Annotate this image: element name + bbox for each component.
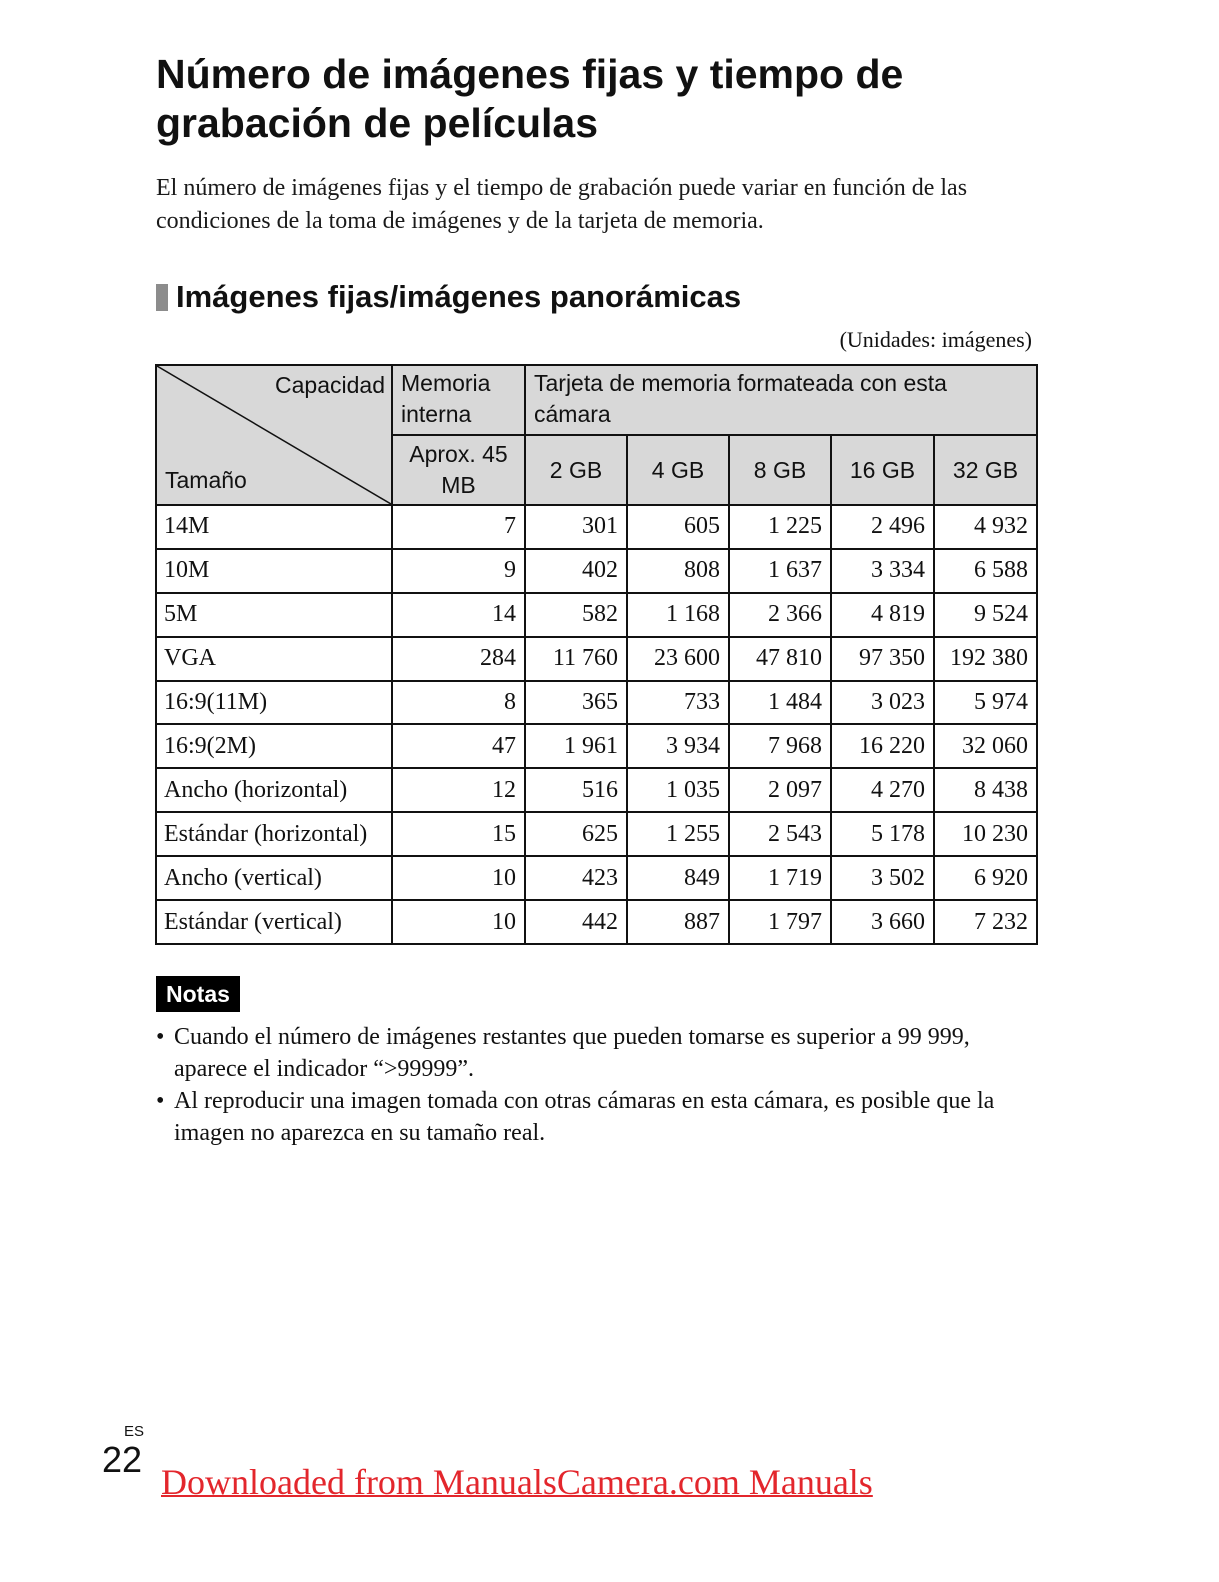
internal-size-header: Aprox. 45 MB [392,435,525,505]
section-title-text: Imágenes fijas/imágenes panorámicas [176,279,742,314]
table-cell: 14 [392,593,525,637]
table-cell: 23 600 [627,637,729,681]
table-cell: 7 232 [934,900,1037,944]
table-cell: 5 974 [934,681,1037,725]
units-note: (Unidades: imágenes) [839,327,1032,352]
table-cell: 3 660 [831,900,934,944]
table-cell: 3 023 [831,681,934,725]
table-row [156,549,1037,593]
row-label: Ancho (horizontal) [156,768,392,812]
card-size-header: 8 GB [729,435,831,505]
table-row [156,505,1037,549]
section-title [156,277,741,317]
table-row [156,856,1037,900]
table-cell: 10 [392,900,525,944]
table-cell: 32 060 [934,724,1037,768]
table-cell: 5 178 [831,812,934,856]
table-cell: 7 968 [729,724,831,768]
table-row [156,768,1037,812]
table-cell: 423 [525,856,627,900]
page-title: Número de imágenes fijas y tiempo de grabación de películas [156,51,904,146]
table-cell: 47 [392,724,525,768]
diagonal-header-cell [156,365,392,505]
table-row [156,637,1037,681]
table-cell: 10 230 [934,812,1037,856]
table-cell: 365 [525,681,627,725]
table-cell: 887 [627,900,729,944]
table-cell: 47 810 [729,637,831,681]
table-cell: 808 [627,549,729,593]
table-row [156,812,1037,856]
table-cell: 16 220 [831,724,934,768]
intro-paragraph: El número de imágenes fijas y el tiempo de grabación puede variar en función de las condiciones de la toma de imágenes y de la tarjeta de memoria. [156,175,968,234]
table-cell: 625 [525,812,627,856]
table-cell: 605 [627,505,729,549]
capacity-header: Capacidad [275,372,385,398]
table-cell: 192 380 [934,637,1037,681]
table-cell: 1 255 [627,812,729,856]
table-cell: 10 [392,856,525,900]
note-item: • Al reproducir una imagen tomada con otras cámaras en esta cámara, es posible que la imagen no aparezca en su tamaño real. [156,1085,1046,1149]
download-link[interactable]: Downloaded from ManualsCamera.com Manuals [161,1462,873,1502]
page-number: 22 [102,1439,143,1480]
card-size-header: 16 GB [831,435,934,505]
table-cell: 582 [525,593,627,637]
card-size-header: 2 GB [525,435,627,505]
table-cell: 2 496 [831,505,934,549]
table-cell: 733 [627,681,729,725]
notes-list [156,1021,1046,1149]
table-row [156,681,1037,725]
table-row [156,900,1037,944]
table-cell: 8 [392,681,525,725]
table-cell: 2 366 [729,593,831,637]
card-header: Tarjeta de memoria formateada con esta cámara [525,365,1037,435]
row-label: Estándar (vertical) [156,900,392,944]
table-cell: 442 [525,900,627,944]
table-cell: 3 334 [831,549,934,593]
table-cell: 1 225 [729,505,831,549]
table-cell: 2 097 [729,768,831,812]
row-label: Ancho (vertical) [156,856,392,900]
table-cell: 12 [392,768,525,812]
table-cell: 4 819 [831,593,934,637]
table-cell: 1 637 [729,549,831,593]
table-cell: 849 [627,856,729,900]
internal-memory-header: Memoria interna [392,365,525,435]
table-cell: 3 934 [627,724,729,768]
table-cell: 402 [525,549,627,593]
table-row [156,593,1037,637]
table-cell: 7 [392,505,525,549]
table-cell: 6 920 [934,856,1037,900]
row-label: 10M [156,549,392,593]
language-code: ES [124,1423,145,1440]
table-cell: 301 [525,505,627,549]
table-cell: 3 502 [831,856,934,900]
table-cell: 9 524 [934,593,1037,637]
section-marker-icon [156,284,168,311]
table-cell: 97 350 [831,637,934,681]
row-label: 16:9(11M) [156,681,392,725]
size-header: Tamaño [165,467,247,493]
table-cell: 1 168 [627,593,729,637]
table-cell: 1 961 [525,724,627,768]
table-cell: 4 932 [934,505,1037,549]
table-cell: 1 797 [729,900,831,944]
row-label: VGA [156,637,392,681]
row-label: 16:9(2M) [156,724,392,768]
capacity-table [155,364,1038,945]
table-cell: 4 270 [831,768,934,812]
row-label: 5M [156,593,392,637]
table-cell: 6 588 [934,549,1037,593]
table-cell: 284 [392,637,525,681]
note-item: • Cuando el número de imágenes restantes que pueden tomarse es superior a 99 999, aparece el indicador “>99999”. [156,1021,1046,1085]
table-cell: 1 484 [729,681,831,725]
row-label: 14M [156,505,392,549]
notes-badge: Notas [156,976,240,1012]
table-cell: 2 543 [729,812,831,856]
table-body [156,505,1037,944]
table-row [156,724,1037,768]
table-cell: 1 719 [729,856,831,900]
table-cell: 11 760 [525,637,627,681]
card-size-header: 4 GB [627,435,729,505]
card-size-header: 32 GB [934,435,1037,505]
table-cell: 516 [525,768,627,812]
table-cell: 8 438 [934,768,1037,812]
table-cell: 15 [392,812,525,856]
table-cell: 1 035 [627,768,729,812]
table-cell: 9 [392,549,525,593]
row-label: Estándar (horizontal) [156,812,392,856]
